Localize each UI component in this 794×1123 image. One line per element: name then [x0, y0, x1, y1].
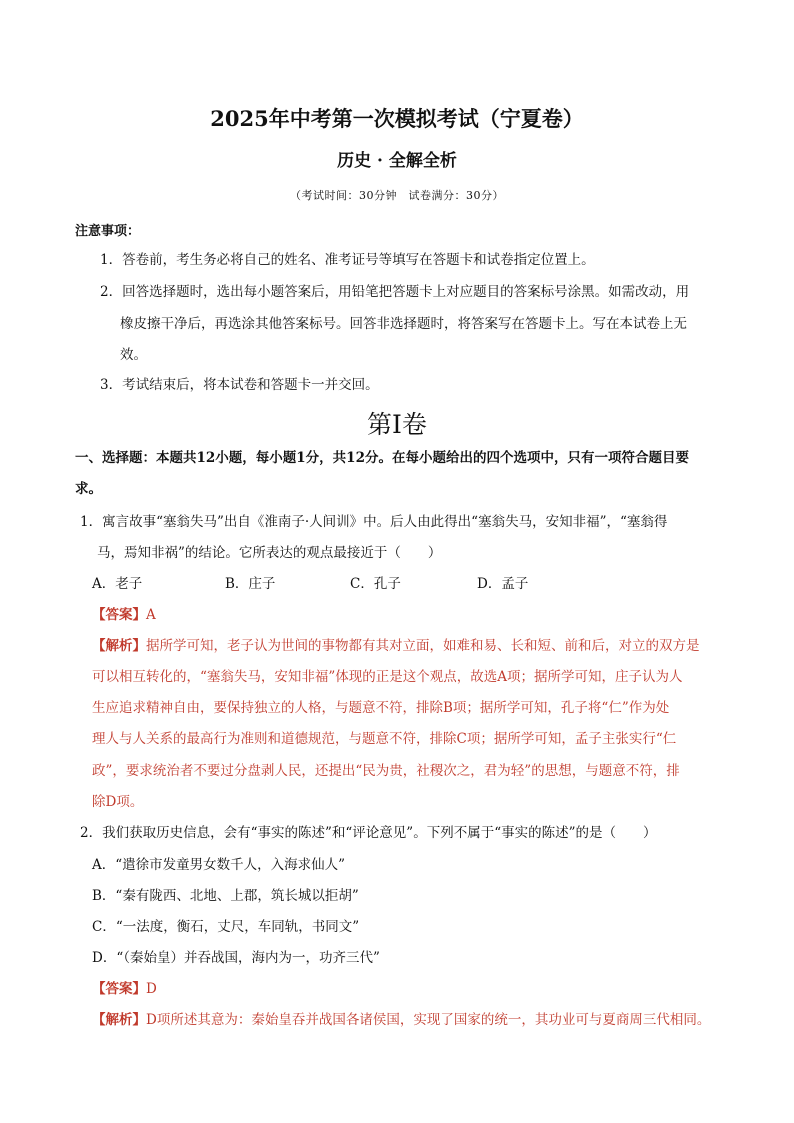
analysis-line — [92, 1008, 710, 1028]
question-stem: 1．寓言故事“塞翁失马”出自《淮南子·人间训》中。后人由此得出“塞翁失马，安知非福”，“塞翁得 — [80, 514, 668, 530]
notice-heading: 注意事项： — [75, 224, 141, 239]
answer-line — [92, 603, 156, 623]
analysis-label: 【解析】 — [92, 1012, 146, 1028]
exam-info: （考试时间：30分钟 试卷满分：30分） — [290, 189, 504, 202]
analysis-line — [92, 634, 700, 654]
question-stem: 2．我们获取历史信息，会有“事实的陈述”和“评论意见”。下列不属于“事实的陈述”的是（ ） — [80, 825, 657, 841]
answer-value: D — [146, 981, 157, 997]
notice-item: 1．答卷前，考生务必将自己的姓名、准考证号等填写在答题卡和试卷指定位置上。 — [100, 252, 595, 268]
notice-item: 3．考试结束后，将本试卷和答题卡一并交回。 — [100, 377, 379, 393]
section-instruction: 求。 — [75, 481, 102, 497]
analysis-label: 【解析】 — [92, 638, 146, 654]
notice-item: 橡皮擦干净后，再选涂其他答案标号。回答非选择题时，将答案写在答题卡上。写在本试卷上无 — [120, 316, 687, 332]
analysis-text: 据所学可知，老子认为世间的事物都有其对立面，如难和易、长和短、前和后，对立的双方是 — [146, 638, 700, 654]
option-d: D．“（秦始皇）并吞战国，海内为一，功齐三代” — [92, 950, 380, 966]
option-b: B．“秦有陇西、北地、上郡，筑长城以拒胡” — [92, 888, 359, 904]
answer-value: A — [146, 607, 156, 623]
analysis-line: 可以相互转化的，“塞翁失马，安知非福”体现的正是这个观点，故选A项；据所学可知，庄子认为人 — [92, 669, 683, 685]
analysis-text: D项所述其意为：秦始皇吞并战国各诸侯国，实现了国家的统一，其功业可与夏商周三代相同。 — [146, 1012, 711, 1028]
option-c: C．孔子 — [350, 576, 401, 592]
analysis-line: 政”，要求统治者不要过分盘剥人民，还提出“民为贵，社稷次之，君为轻”的思想，与题意不符，排 — [92, 763, 680, 779]
notice-item: 效。 — [120, 347, 147, 363]
option-a: A．老子 — [92, 576, 143, 592]
section-heading: 第Ⅰ卷 — [367, 410, 427, 439]
answer-label: 【答案】 — [92, 981, 146, 997]
analysis-line: 理人与人关系的最高行为准则和道德规范，与题意不符，排除C项；据所学可知，孟子主张实行“仁 — [92, 731, 677, 747]
section-instruction: 一、选择题：本题共12小题，每小题1分，共12分。在每小题给出的四个选项中，只有一项符合题目要 — [75, 450, 689, 466]
question-stem: 马，焉知非祸”的结论。它所表达的观点最接近于（ ） — [97, 545, 442, 561]
page-title: 2025年中考第一次模拟考试（宁夏卷） — [210, 106, 584, 131]
option-b: B．庄子 — [225, 576, 276, 592]
option-c: C．“一法度，衡石，丈尺，车同轨，书同文” — [92, 919, 360, 935]
analysis-line: 除D项。 — [92, 794, 144, 810]
notice-item: 2．回答选择题时，选出每小题答案后，用铅笔把答题卡上对应题目的答案标号涂黑。如需改动，用 — [100, 284, 690, 300]
option-a: A．“遣徐市发童男女数千人，入海求仙人” — [92, 857, 346, 873]
page-subtitle: 历史 · 全解全析 — [337, 151, 457, 171]
analysis-line: 生应追求精神自由，要保持独立的人格，与题意不符，排除B项；据所学可知，孔子将“仁”作为处 — [92, 700, 670, 716]
option-d: D．孟子 — [477, 576, 529, 592]
answer-label: 【答案】 — [92, 607, 146, 623]
answer-line — [92, 977, 157, 997]
